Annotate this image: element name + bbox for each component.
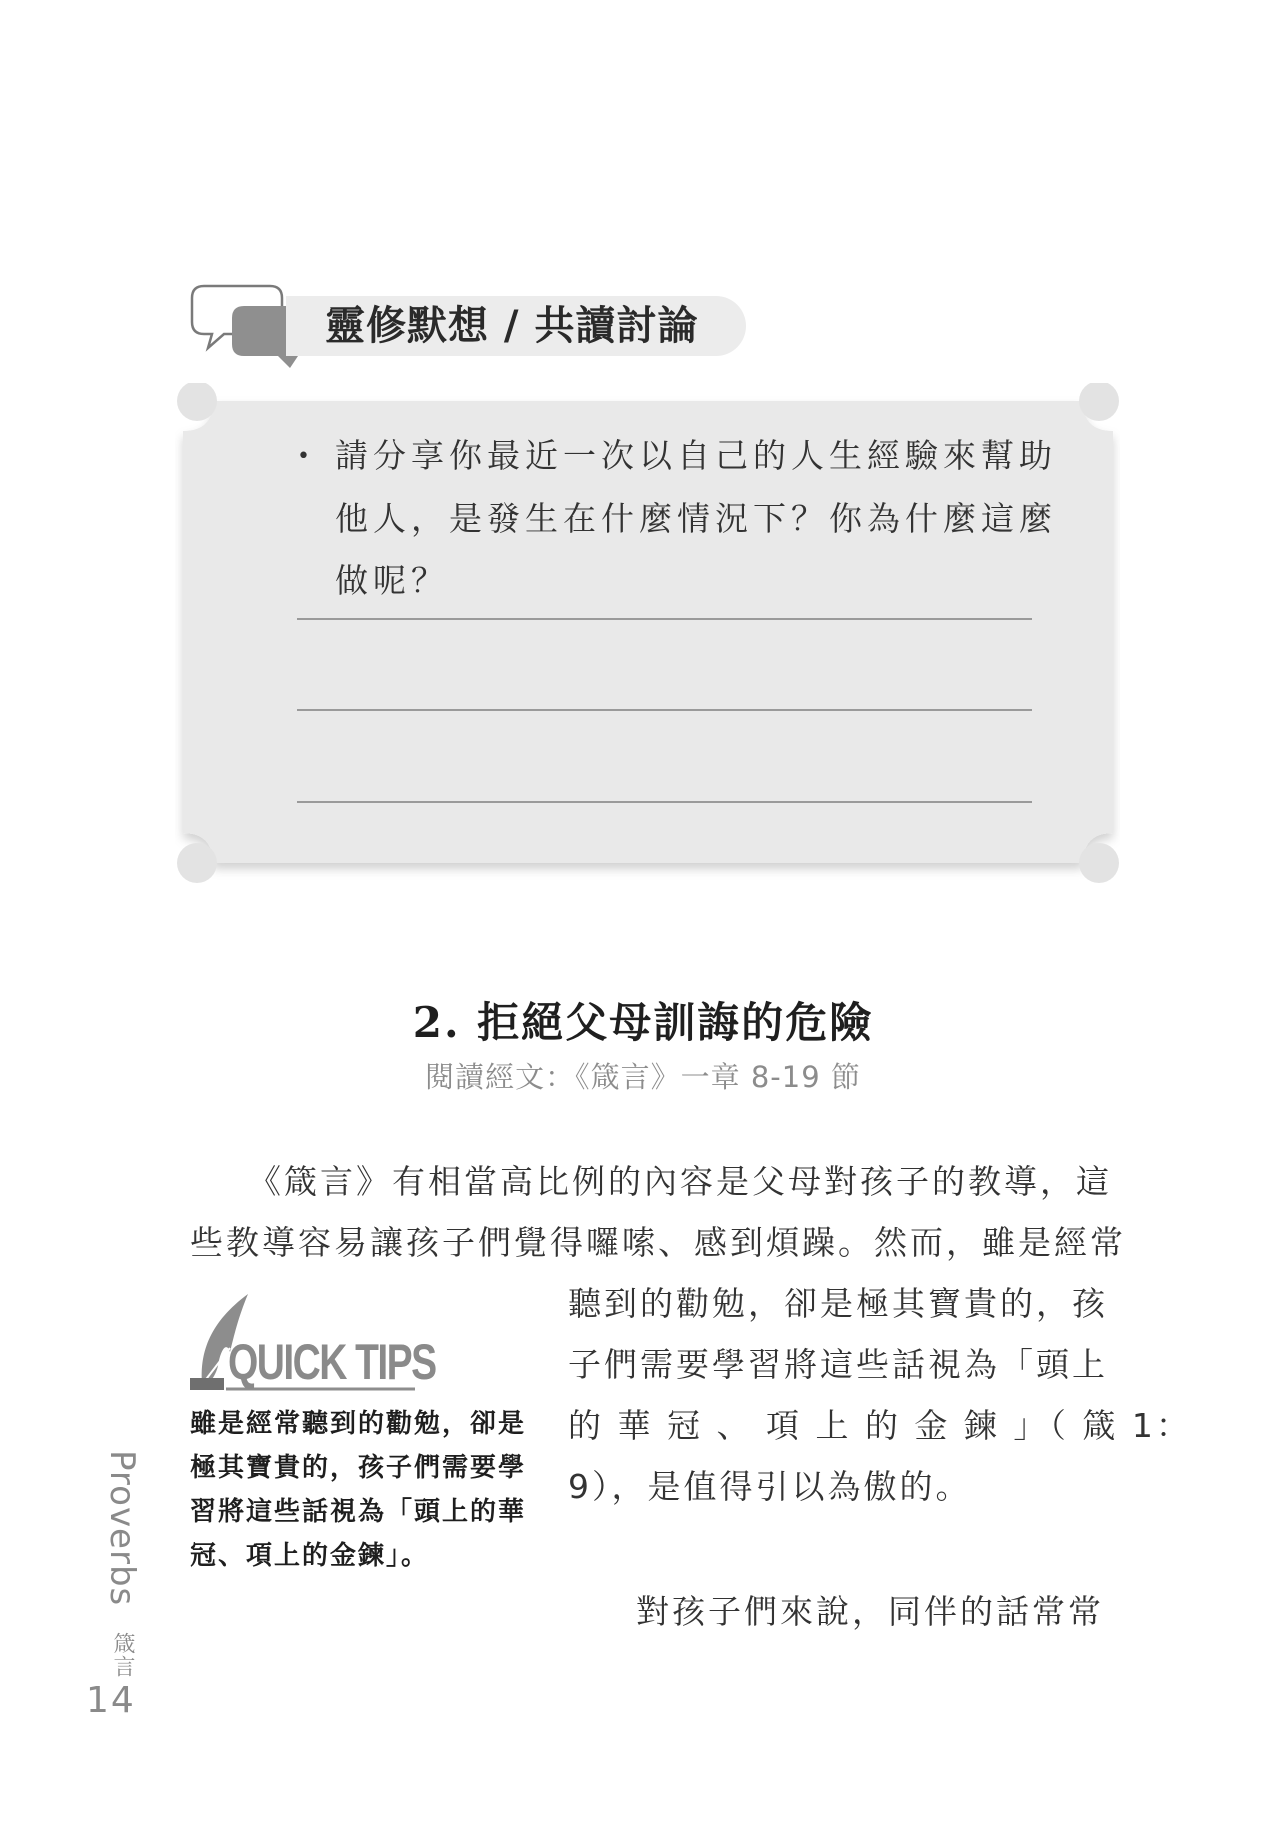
body-line-3: 聽到的勸勉，卻是極其寶貴的，孩 bbox=[568, 1284, 1108, 1323]
quick-tips-text: 雖是經常聽到的勸勉，卻是極其寶貴的，孩子們需要學習將這些話視為「頭上的華冠、項上的金鍊」。 bbox=[190, 1409, 527, 1571]
section-header-title: 靈修默想 / 共讀討論 bbox=[325, 303, 699, 349]
answer-line-1[interactable] bbox=[297, 618, 1032, 620]
section-2-title: 2. 拒絕父母訓誨的危險 bbox=[412, 998, 874, 1047]
body-line-7: 對孩子們來說，同伴的話常常 bbox=[636, 1592, 1104, 1631]
body-line-6: 9），是值得引以為傲的。 bbox=[568, 1467, 972, 1506]
section-header bbox=[190, 282, 750, 372]
running-title bbox=[102, 1450, 142, 1678]
discussion-card bbox=[175, 383, 1120, 893]
body-line-5: 的 華 冠 、 項 上 的 金 鍊 」（ 箴 1： bbox=[568, 1406, 1192, 1445]
discussion-prompt bbox=[297, 425, 1085, 612]
answer-line-2[interactable] bbox=[297, 709, 1032, 711]
discussion-prompt-text: 請分享你最近一次以自己的人生經驗來幫助他人，是發生在什麼情況下？你為什麼這麼做呢？ bbox=[335, 436, 1057, 600]
running-title-zh: 箴言 bbox=[110, 1632, 135, 1679]
bullet-marker: • bbox=[297, 444, 315, 469]
quick-tips-label: QUICK TIPS bbox=[228, 1334, 436, 1390]
section-2-reading: 閱讀經文：《箴言》一章 8-19 節 bbox=[425, 1060, 861, 1094]
body-line-4: 子們需要學習將這些話視為「頭上 bbox=[568, 1345, 1108, 1384]
answer-line-3[interactable] bbox=[297, 801, 1032, 803]
body-line-1: 《箴言》有相當高比例的內容是父母對孩子的教導，這 bbox=[248, 1162, 1112, 1201]
quick-tips-logo bbox=[190, 1292, 436, 1392]
body-line-2: 些教導容易讓孩子們覺得囉嗦、感到煩躁。然而，雖是經常 bbox=[190, 1223, 1126, 1262]
page-number: 14 bbox=[86, 1680, 136, 1721]
running-title-en: Proverbs bbox=[102, 1450, 142, 1607]
